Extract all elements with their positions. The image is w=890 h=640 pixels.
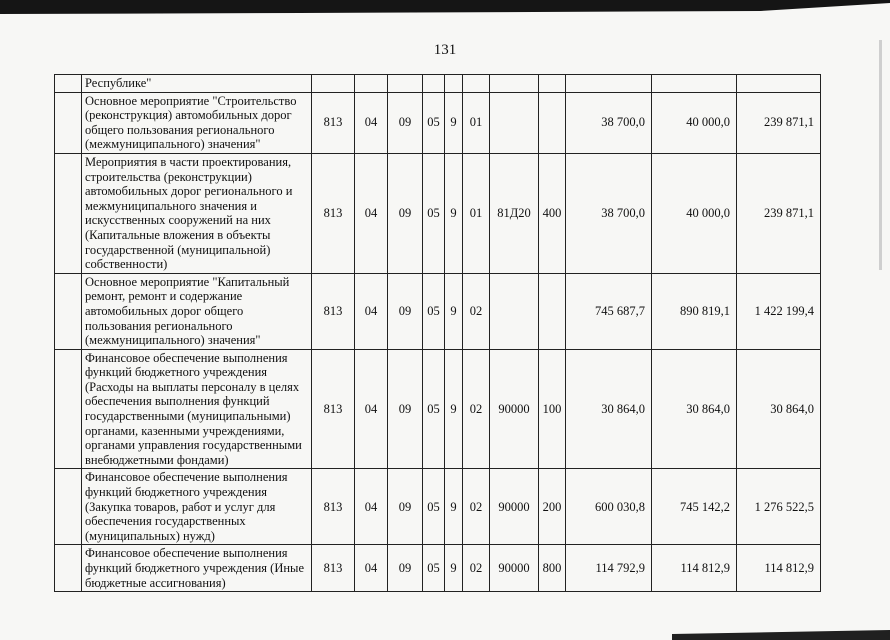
subsection-code: 09 [388,469,423,545]
amount-year-3: 239 871,1 [737,92,821,153]
direction-code: 90000 [490,469,539,545]
table-row [55,349,821,469]
program-code: 05 [423,92,445,153]
amount-year-3: 30 864,0 [737,349,821,469]
scan-edge-bottom [672,628,890,640]
subsection-code: 09 [388,92,423,153]
expense-type-code [539,92,566,153]
table-row [55,92,821,153]
amount-year-2: 40 000,0 [652,153,737,273]
section-code: 04 [355,92,388,153]
subprogram-code: 9 [445,349,463,469]
scan-edge-right [879,40,882,270]
ministry-code [312,75,355,93]
expense-type-code [539,273,566,349]
direction-code: 90000 [490,349,539,469]
row-index-cell [55,92,82,153]
item-name: Финансовое обеспечение выполнения функций бюджетного учреждения (Иные бюджетные ассигнования) [82,545,312,592]
subsection-code: 09 [388,273,423,349]
amount-year-3: 1 276 522,5 [737,469,821,545]
subprogram-code: 9 [445,273,463,349]
row-index-cell [55,75,82,93]
amount-year-3 [737,75,821,93]
ministry-code: 813 [312,273,355,349]
activity-code: 02 [463,349,490,469]
direction-code [490,92,539,153]
amount-year-2: 40 000,0 [652,92,737,153]
row-index-cell [55,545,82,592]
expense-type-code: 100 [539,349,566,469]
amount-year-1: 745 687,7 [566,273,652,349]
amount-year-1 [566,75,652,93]
program-code: 05 [423,349,445,469]
amount-year-2: 890 819,1 [652,273,737,349]
ministry-code: 813 [312,469,355,545]
table-row [55,469,821,545]
amount-year-2: 114 812,9 [652,545,737,592]
subsection-code [388,75,423,93]
subprogram-code: 9 [445,545,463,592]
program-code [423,75,445,93]
item-name: Основное мероприятие "Капитальный ремонт, ремонт и содержание автомобильных дорог общего пользования регионального (межмуниципального) значения" [82,273,312,349]
amount-year-1: 38 700,0 [566,153,652,273]
activity-code: 01 [463,153,490,273]
program-code: 05 [423,469,445,545]
table-row [55,273,821,349]
section-code: 04 [355,273,388,349]
section-code: 04 [355,349,388,469]
amount-year-1: 38 700,0 [566,92,652,153]
activity-code [463,75,490,93]
row-index-cell [55,469,82,545]
row-index-cell [55,153,82,273]
subprogram-code: 9 [445,92,463,153]
row-index-cell [55,349,82,469]
activity-code: 02 [463,469,490,545]
section-code: 04 [355,469,388,545]
item-name: Республике" [82,75,312,93]
item-name: Финансовое обеспечение выполнения функций бюджетного учреждения (Закупка товаров, работ и услуг для обеспечения государственных (муниципальных) нужд) [82,469,312,545]
subprogram-code: 9 [445,153,463,273]
expense-type-code: 400 [539,153,566,273]
ministry-code: 813 [312,349,355,469]
subprogram-code [445,75,463,93]
table-row [55,545,821,592]
subsection-code: 09 [388,545,423,592]
ministry-code: 813 [312,153,355,273]
item-name: Мероприятия в части проектирования, строительства (реконструкции) автомобильных дорог регионального и межмуниципального значения и искусственных сооружений на них (Капитальные вложения в объекты государственной (муниципальной) собственности) [82,153,312,273]
subsection-code: 09 [388,153,423,273]
row-index-cell [55,273,82,349]
item-name: Финансовое обеспечение выполнения функций бюджетного учреждения (Расходы на выплаты персоналу в целях обеспечения выполнения функций государственными (муниципальными) органами, казенными учреждениями, органами управления государственными внебюджетными фондами) [82,349,312,469]
amount-year-3: 1 422 199,4 [737,273,821,349]
table-row [55,75,821,93]
ministry-code: 813 [312,545,355,592]
direction-code: 81Д20 [490,153,539,273]
scan-edge-top [0,0,890,16]
amount-year-2 [652,75,737,93]
expense-type-code [539,75,566,93]
amount-year-3: 114 812,9 [737,545,821,592]
expense-type-code: 200 [539,469,566,545]
amount-year-3: 239 871,1 [737,153,821,273]
activity-code: 01 [463,92,490,153]
amount-year-1: 600 030,8 [566,469,652,545]
direction-code: 90000 [490,545,539,592]
table-row [55,153,821,273]
program-code: 05 [423,273,445,349]
subprogram-code: 9 [445,469,463,545]
item-name: Основное мероприятие "Строительство (реконструкция) автомобильных дорог общего пользования регионального (межмуниципального) значения" [82,92,312,153]
program-code: 05 [423,153,445,273]
budget-table [54,74,821,592]
amount-year-1: 114 792,9 [566,545,652,592]
section-code: 04 [355,153,388,273]
section-code: 04 [355,545,388,592]
ministry-code: 813 [312,92,355,153]
amount-year-2: 745 142,2 [652,469,737,545]
amount-year-1: 30 864,0 [566,349,652,469]
amount-year-2: 30 864,0 [652,349,737,469]
direction-code [490,273,539,349]
section-code [355,75,388,93]
activity-code: 02 [463,545,490,592]
direction-code [490,75,539,93]
activity-code: 02 [463,273,490,349]
page-number: 131 [433,42,457,58]
subsection-code: 09 [388,349,423,469]
program-code: 05 [423,545,445,592]
expense-type-code: 800 [539,545,566,592]
